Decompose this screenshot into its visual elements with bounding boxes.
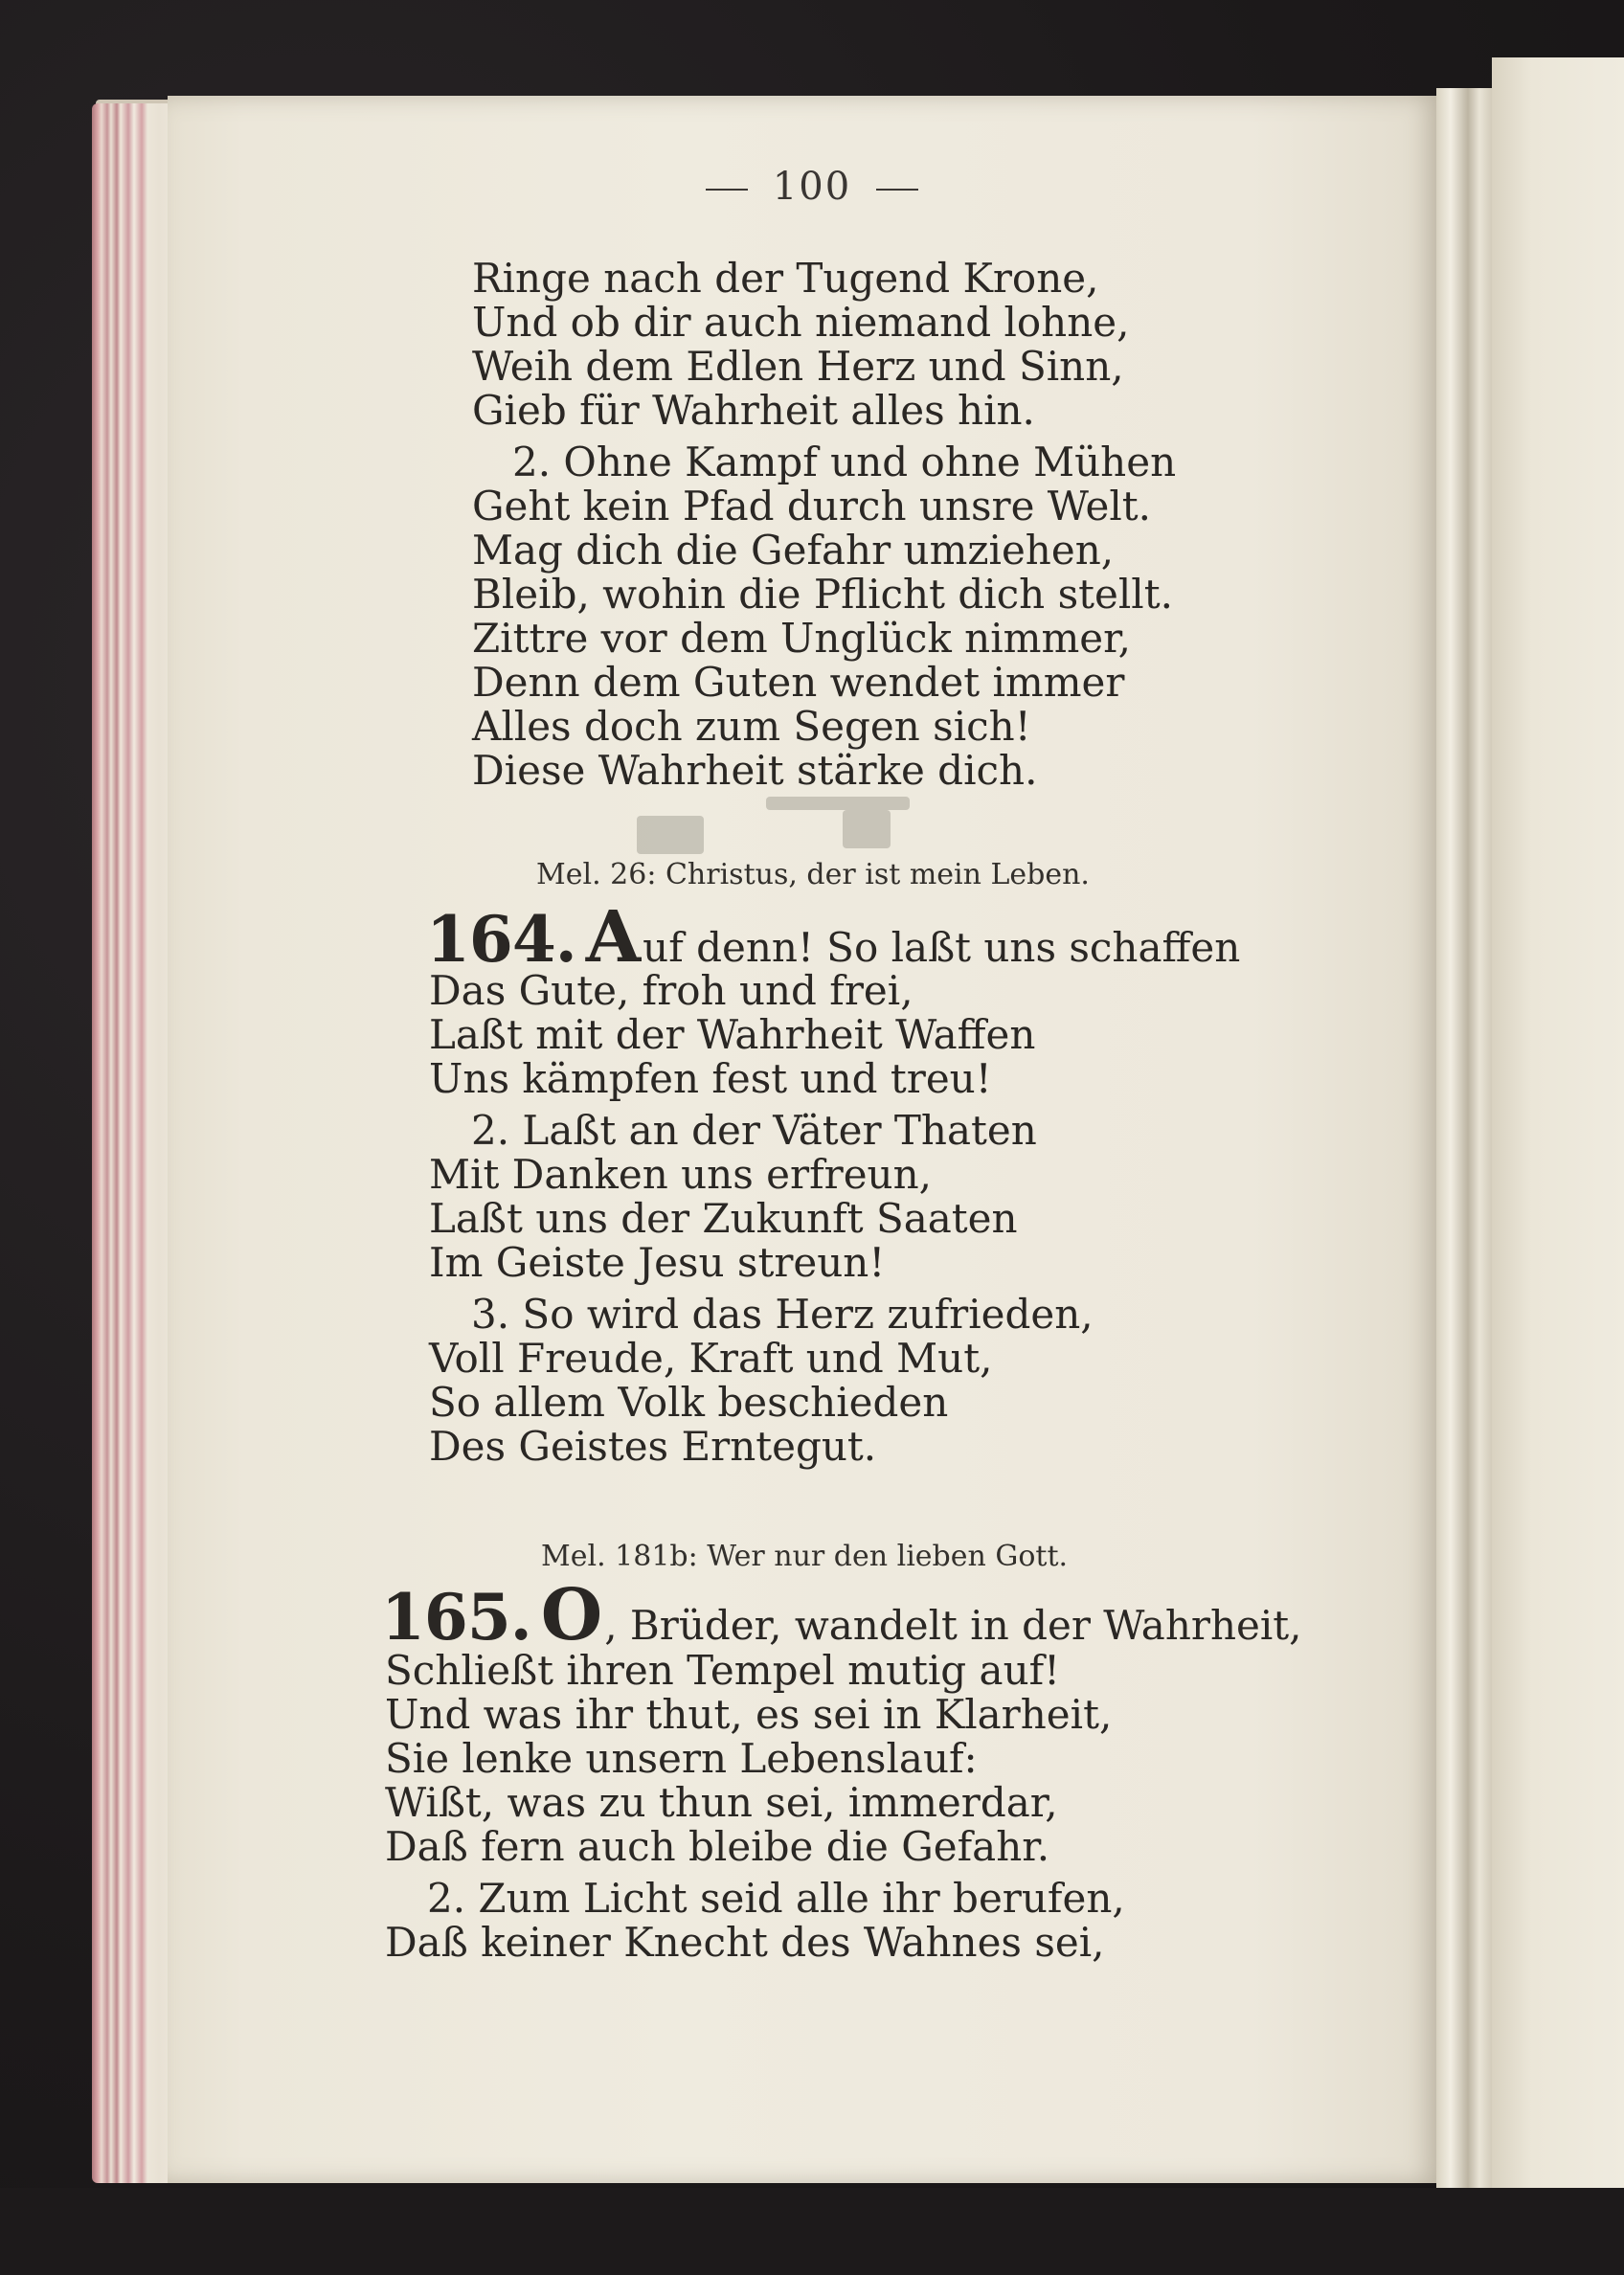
ink-smudge bbox=[843, 810, 891, 848]
verse-line: 2. Zum Licht seid alle ihr berufen, bbox=[427, 1875, 1125, 1922]
verse-line: Mit Danken uns erfreun, bbox=[429, 1151, 932, 1198]
hymn-melody: Mel. 181b: Wer nur den lieben Gott. bbox=[541, 1540, 1069, 1573]
verse-line: Sie lenke unsern Lebenslauf: bbox=[385, 1735, 978, 1782]
hymn-number: 165. bbox=[381, 1580, 531, 1655]
verse-line: Alles doch zum Segen sich! bbox=[472, 703, 1031, 750]
verse-line: Daß fern auch bleibe die Gefahr. bbox=[385, 1823, 1050, 1870]
verse-line: Wißt, was zu thun sei, immerdar, bbox=[385, 1779, 1058, 1826]
verse-line: 3. So wird das Herz zufrieden, bbox=[471, 1291, 1094, 1338]
verse-line: Schließt ihren Tempel mutig auf! bbox=[385, 1647, 1061, 1694]
book-gutter bbox=[1436, 88, 1494, 2195]
initial-capital: O bbox=[540, 1574, 603, 1656]
verse-line: Laßt uns der Zukunft Saaten bbox=[429, 1195, 1018, 1242]
page-number-dash-left bbox=[706, 189, 748, 191]
hymn-number: 164. bbox=[426, 902, 576, 977]
page-number bbox=[0, 165, 1624, 209]
page-number-dash-right bbox=[876, 189, 918, 191]
ink-smudge bbox=[637, 816, 704, 854]
verse-line: Des Geistes Erntegut. bbox=[429, 1423, 877, 1470]
first-line-text: uf denn! So laßt uns schaffen bbox=[643, 924, 1241, 971]
verse-line: Im Geiste Jesu streun! bbox=[429, 1239, 886, 1286]
verse-line: Zittre vor dem Unglück nimmer, bbox=[472, 615, 1131, 662]
verse-line: 2. Laßt an der Väter Thaten bbox=[471, 1107, 1037, 1154]
cover-bottom bbox=[0, 2188, 1624, 2275]
verse-line: Laßt mit der Wahrheit Waffen bbox=[429, 1011, 1036, 1058]
hymn-melody: Mel. 26: Christus, der ist mein Leben. bbox=[536, 858, 1090, 891]
ink-smudge bbox=[766, 797, 910, 810]
first-line-text: , Brüder, wandelt in der Wahrheit, bbox=[604, 1602, 1302, 1649]
verse-line: Uns kämpfen fest und treu! bbox=[429, 1055, 992, 1102]
initial-capital: A bbox=[585, 896, 642, 979]
verse-line: Daß keiner Knecht des Wahnes sei, bbox=[385, 1919, 1105, 1966]
page-number-text: 100 bbox=[772, 165, 852, 209]
verse-line: 2. Ohne Kampf und ohne Mühen bbox=[512, 439, 1177, 485]
verse-line: Das Gute, froh und frei, bbox=[429, 967, 914, 1014]
verse-line: Und ob dir auch niemand lohne, bbox=[472, 299, 1130, 346]
verse-line: Weih dem Edlen Herz und Sinn, bbox=[472, 343, 1124, 390]
verse-line: Denn dem Guten wendet immer bbox=[472, 659, 1125, 706]
next-page-edge bbox=[1492, 57, 1624, 2193]
verse-line: Voll Freude, Kraft und Mut, bbox=[429, 1335, 993, 1382]
verse-line: Diese Wahrheit stärke dich. bbox=[472, 747, 1038, 794]
verse-line: Gieb für Wahrheit alles hin. bbox=[472, 387, 1035, 434]
verse-line: Bleib, wohin die Pflicht dich stellt. bbox=[472, 571, 1173, 618]
verse-line: Und was ihr thut, es sei in Klarheit, bbox=[385, 1691, 1113, 1738]
verse-line: Mag dich die Gefahr umziehen, bbox=[472, 527, 1115, 574]
verse-line: Ringe nach der Tugend Krone, bbox=[472, 255, 1099, 302]
verse-line: So allem Volk beschieden bbox=[429, 1379, 949, 1426]
verse-line: Geht kein Pfad durch unsre Welt. bbox=[472, 483, 1152, 529]
